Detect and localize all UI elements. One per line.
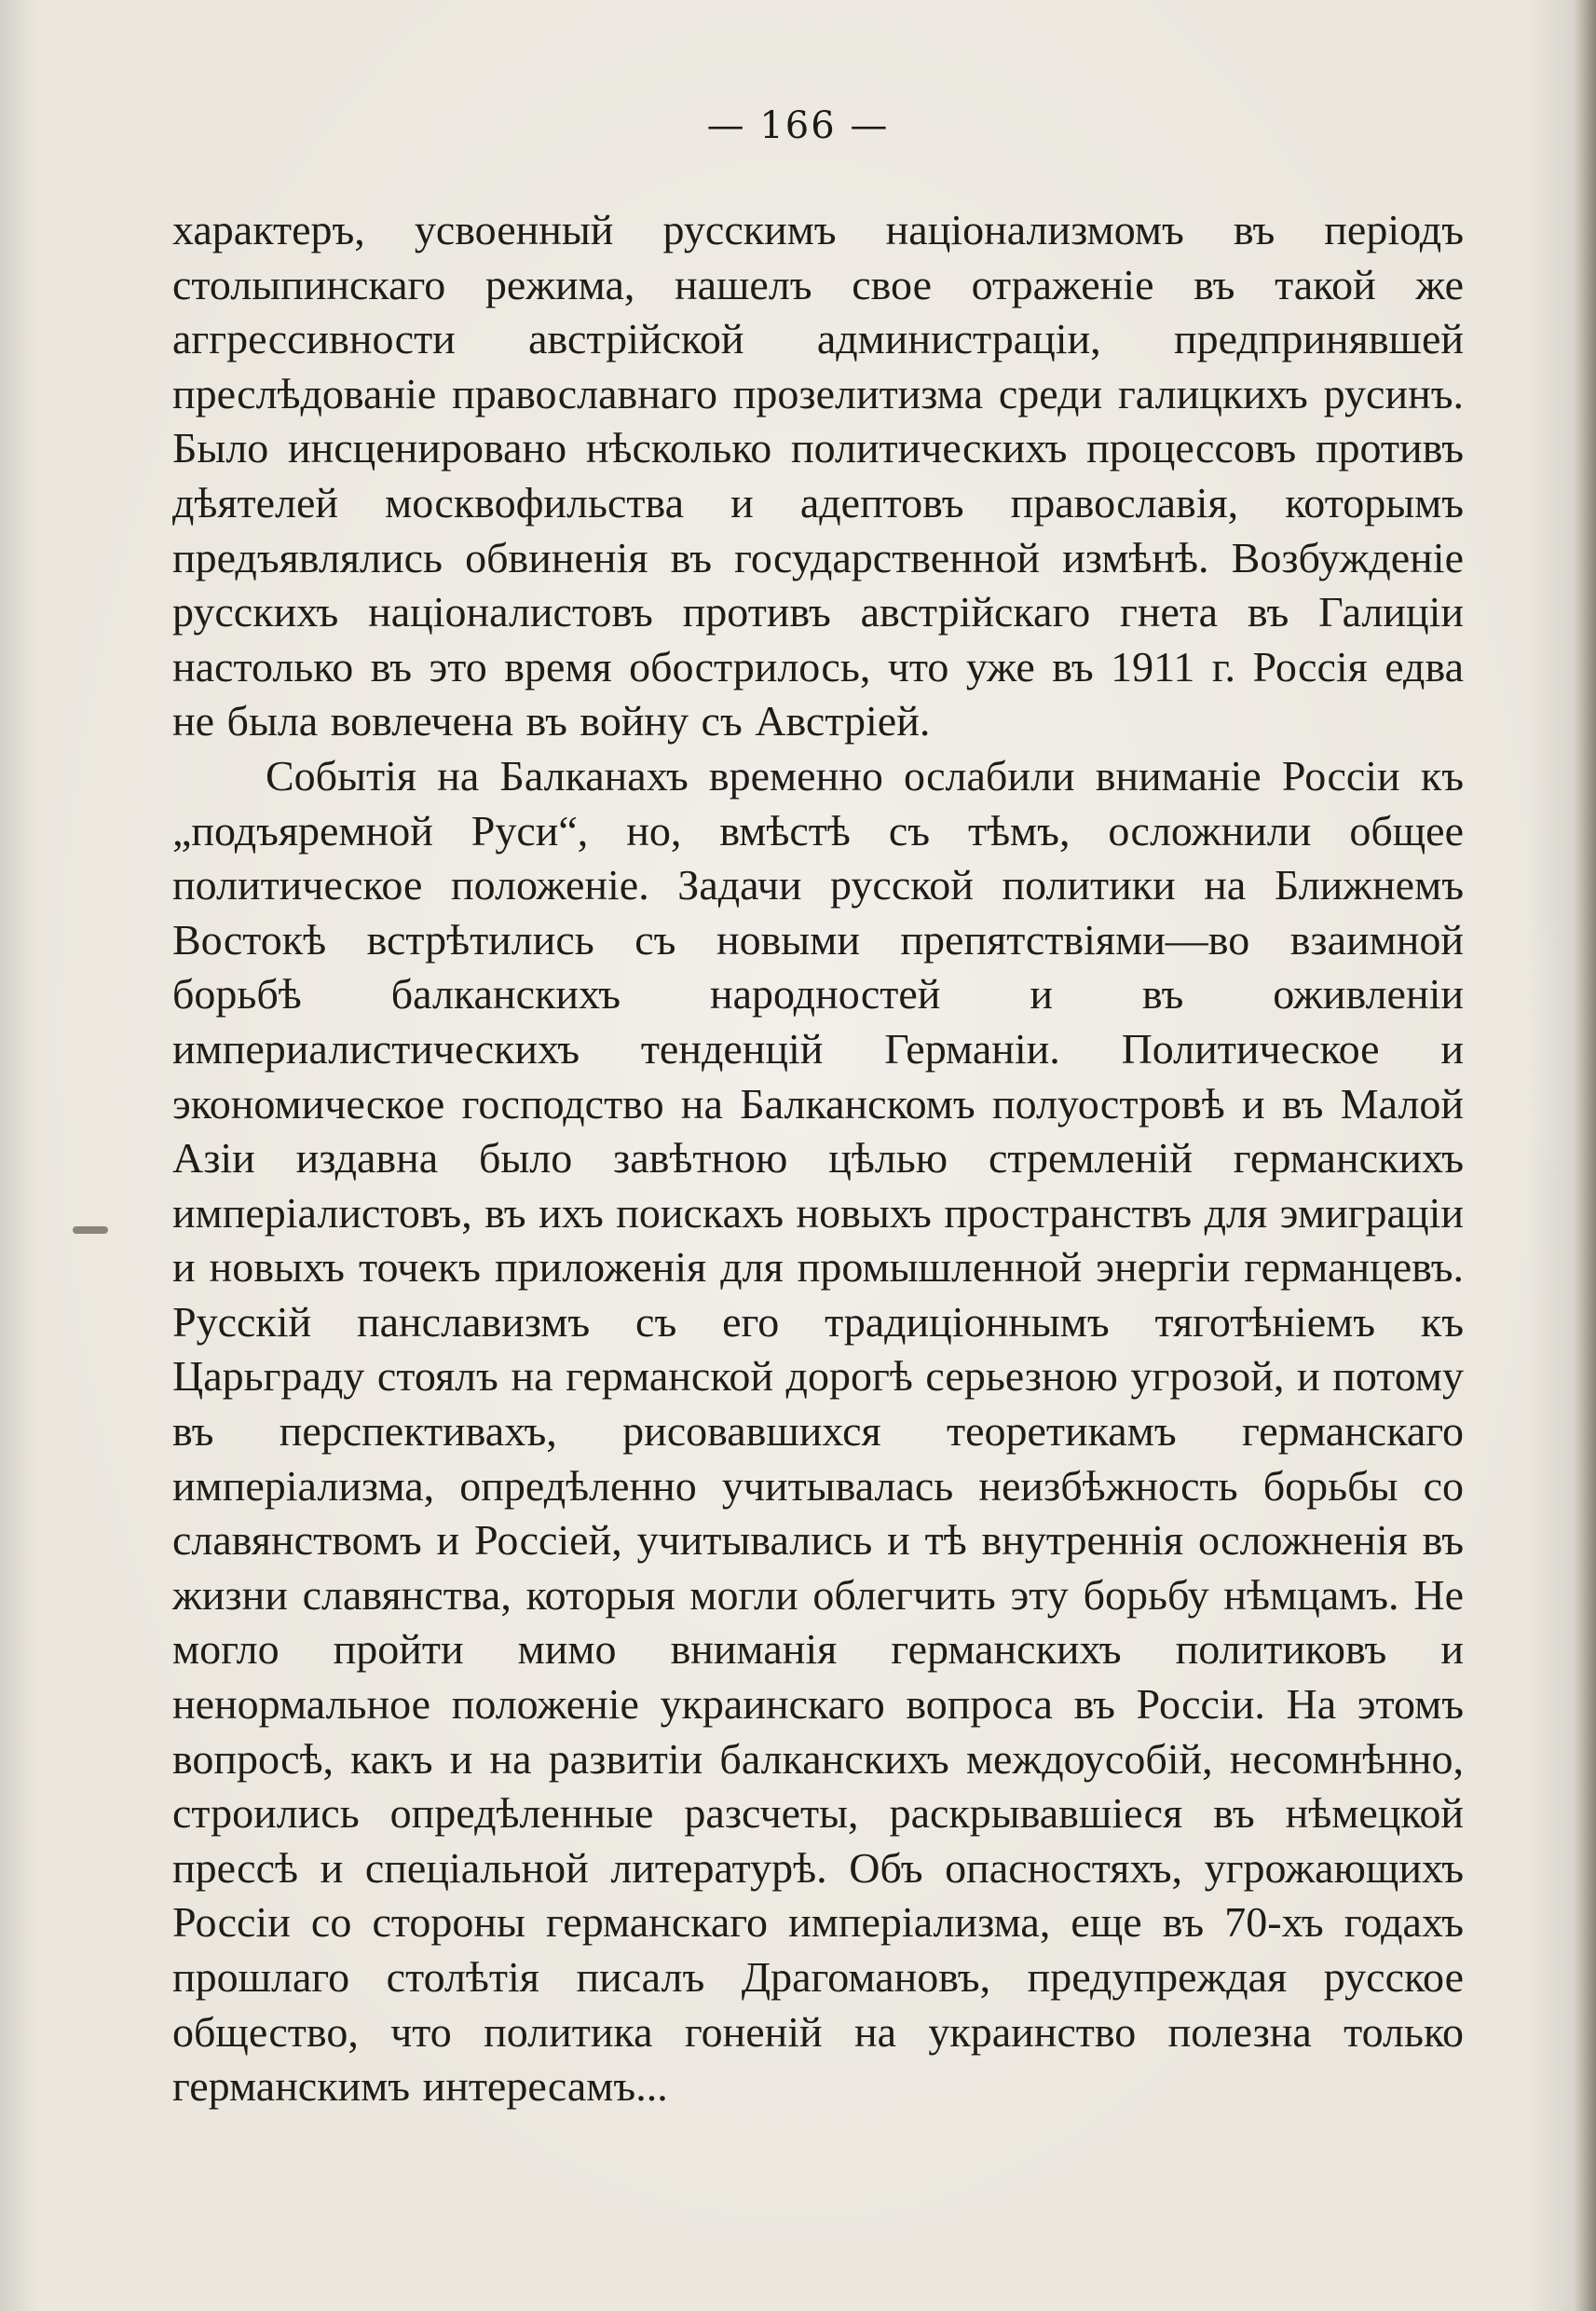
margin-mark	[73, 1226, 108, 1234]
paragraph: Событія на Балканахъ временно ослабили вниманіе Россіи къ „подъяремной Руси“, но, вмѣстѣ съ тѣмъ, осложнили общее политическое положеніе. Задачи русской политики на Ближнемъ Востокѣ встрѣтились съ новыми препятствіями—во взаимной борьбѣ балканскихъ народностей и въ оживленіи империалистическихъ тенденцій Германіи. Политическое и экономическое господство на Балканскомъ полуостровѣ и въ Малой Азіи издавна было завѣтною цѣлью стремленій германскихъ имперіалистовъ, въ ихъ поискахъ новыхъ пространствъ для эмиграціи и новыхъ точекъ приложенія для промышленной энергіи германцевъ. Русскій панславизмъ съ его традиціоннымъ тяготѣніемъ къ Царьграду стоялъ на германской дорогѣ серьезною угрозой, и потому въ перспективахъ, рисовавшихся теоретикамъ германскаго имперіализма, опредѣленно учитывалась неизбѣжность борьбы со славянствомъ и Россіей, учитывались и тѣ внутреннія осложненія въ жизни славянства, которыя могли облегчить эту борьбу нѣмцамъ. Не могло пройти мимо вниманія германскихъ политиковъ и ненормальное положеніе украинскаго вопроса въ Россіи. На этомъ вопросѣ, какъ и на развитіи балканскихъ междоусобій, несомнѣнно, строились опредѣленные разсчеты, раскрывавшіеся въ нѣмецкой прессѣ и спеціальной литературѣ. Объ опасностяхъ, угрожающихъ Россіи со стороны германскаго имперіализма, еще въ 70-хъ годахъ прошлаго столѣтія писалъ Драгомановъ, предупреждая русское общество, что политика гоненій на украинство полезна только германскимъ интересамъ...	[172, 751, 1464, 2111]
paragraph-continued: характеръ, усвоенный русскимъ націонализмомъ въ періодъ столыпинскаго режима, нашелъ свое отраженіе въ такой же аггрессивности австрійской администраціи, предпринявшей преслѣдованіе православнаго прозелитизма среди галицкихъ русинъ. Было инсценировано нѣсколько политическихъ процессовъ противъ дѣятелей москвофильства и адептовъ православія, которымъ предъявлялись обвиненія въ государственной измѣнѣ. Возбужденіе русскихъ націоналистовъ противъ австрійскаго гнета въ Галиціи настолько въ это время обострилось, что уже въ 1911 г. Россія едва не была вовлечена въ войну съ Австріей.	[172, 206, 1464, 745]
page-number: — 166 —	[706, 104, 890, 147]
body-text	[172, 203, 1464, 2114]
page-edge	[1575, 0, 1596, 2311]
